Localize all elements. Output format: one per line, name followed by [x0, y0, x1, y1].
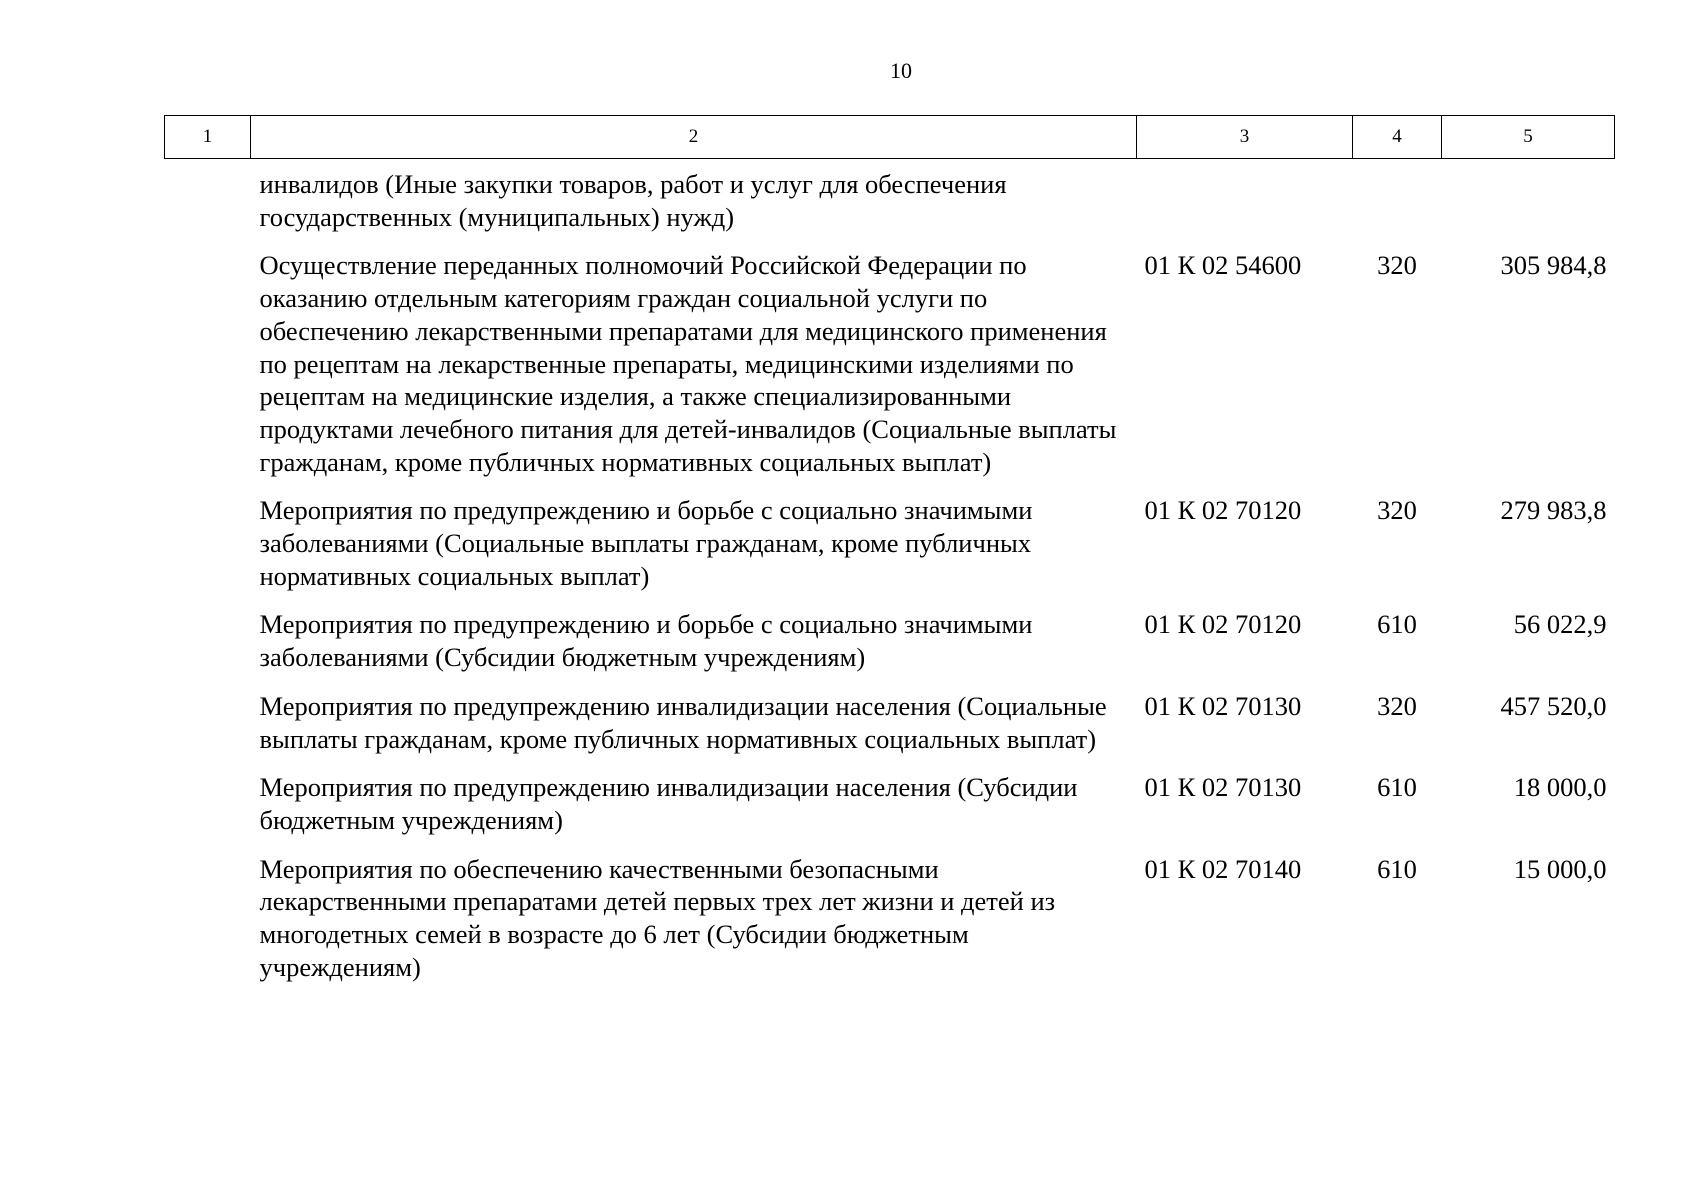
row-expense-type: 320 — [1377, 495, 1417, 526]
table-row — [165, 592, 1615, 673]
row-sum: 56 022,9 — [1513, 609, 1607, 640]
column-header-1: 1 — [165, 116, 251, 159]
row-name: Осуществление переданных полномочий Российской Федерации по оказанию отдельным категориям граждан социальной услуги по обеспечению лекарственными препаратами для медицинского применения по рецептам на лекарственные препараты, медицинскими изделиями по рецептам на медицинские изделия, а также специализированными продуктами лечебного питания для детей-инвалидов (Социальные выплаты гражданам, кроме публичных нормативных социальных выплат) — [259, 250, 1117, 477]
row-empty-cell — [165, 674, 251, 755]
budget-table — [164, 115, 1615, 983]
row-sum: 18 000,0 — [1513, 772, 1607, 803]
table-row — [165, 233, 1615, 478]
row-empty-cell — [165, 592, 251, 673]
row-expense-type — [1353, 159, 1442, 234]
row-empty-cell — [165, 478, 251, 592]
row-name: инвалидов (Иные закупки товаров, работ и услуг для обеспечения государственных (муниципальных) нужд) — [259, 169, 1007, 232]
row-code: 01 К 02 70130 — [1144, 772, 1302, 803]
row-sum — [1442, 159, 1615, 234]
column-header-3: 3 — [1137, 116, 1353, 159]
page-number: 10 — [890, 58, 912, 83]
row-expense-type: 320 — [1377, 250, 1417, 281]
row-empty-cell — [165, 233, 251, 478]
row-name: Мероприятия по предупреждению и борьбе с социально значимыми заболеваниями (Субсидии бюджетным учреждениям) — [259, 609, 1033, 673]
table-header — [165, 116, 1615, 159]
table-body — [165, 159, 1615, 984]
table-row — [165, 755, 1615, 836]
row-code: 01 К 02 70120 — [1144, 609, 1302, 640]
row-empty-cell — [165, 159, 251, 234]
row-code: 01 К 02 70130 — [1144, 690, 1302, 721]
row-empty-cell — [165, 755, 251, 836]
row-code: 01 К 02 70120 — [1144, 495, 1302, 526]
table-row — [165, 159, 1615, 234]
row-name: Мероприятия по предупреждению инвалидизации населения (Социальные выплаты гражданам, кроме публичных нормативных социальных выплат) — [259, 690, 1107, 754]
table-row — [165, 837, 1615, 984]
row-sum: 305 984,8 — [1500, 250, 1607, 281]
row-empty-cell — [165, 837, 251, 984]
row-sum: 15 000,0 — [1513, 853, 1607, 884]
row-code: 01 К 02 70140 — [1144, 853, 1302, 884]
row-code: 01 К 02 54600 — [1144, 250, 1302, 281]
row-name: Мероприятия по обеспечению качественными безопасными лекарственными препаратами детей первых трех лет жизни и детей из многодетных семей в возрасте до 6 лет (Субсидии бюджетным учреждениям) — [259, 853, 1056, 982]
row-sum: 279 983,8 — [1500, 495, 1607, 526]
column-header-5: 5 — [1442, 116, 1615, 159]
column-header-4: 4 — [1353, 116, 1442, 159]
row-expense-type: 320 — [1377, 690, 1417, 721]
row-name: Мероприятия по предупреждению и борьбе с социально значимыми заболеваниями (Социальные выплаты гражданам, кроме публичных нормативных социальных выплат) — [259, 495, 1033, 591]
row-expense-type: 610 — [1377, 853, 1417, 884]
row-code — [1137, 159, 1353, 234]
row-expense-type: 610 — [1377, 772, 1417, 803]
row-sum: 457 520,0 — [1500, 690, 1607, 721]
table-row — [165, 674, 1615, 755]
table-row — [165, 478, 1615, 592]
column-header-2: 2 — [251, 116, 1137, 159]
column-number-row — [165, 116, 1615, 159]
row-expense-type: 610 — [1377, 609, 1417, 640]
row-name: Мероприятия по предупреждению инвалидизации населения (Субсидии бюджетным учреждениям) — [259, 772, 1078, 835]
